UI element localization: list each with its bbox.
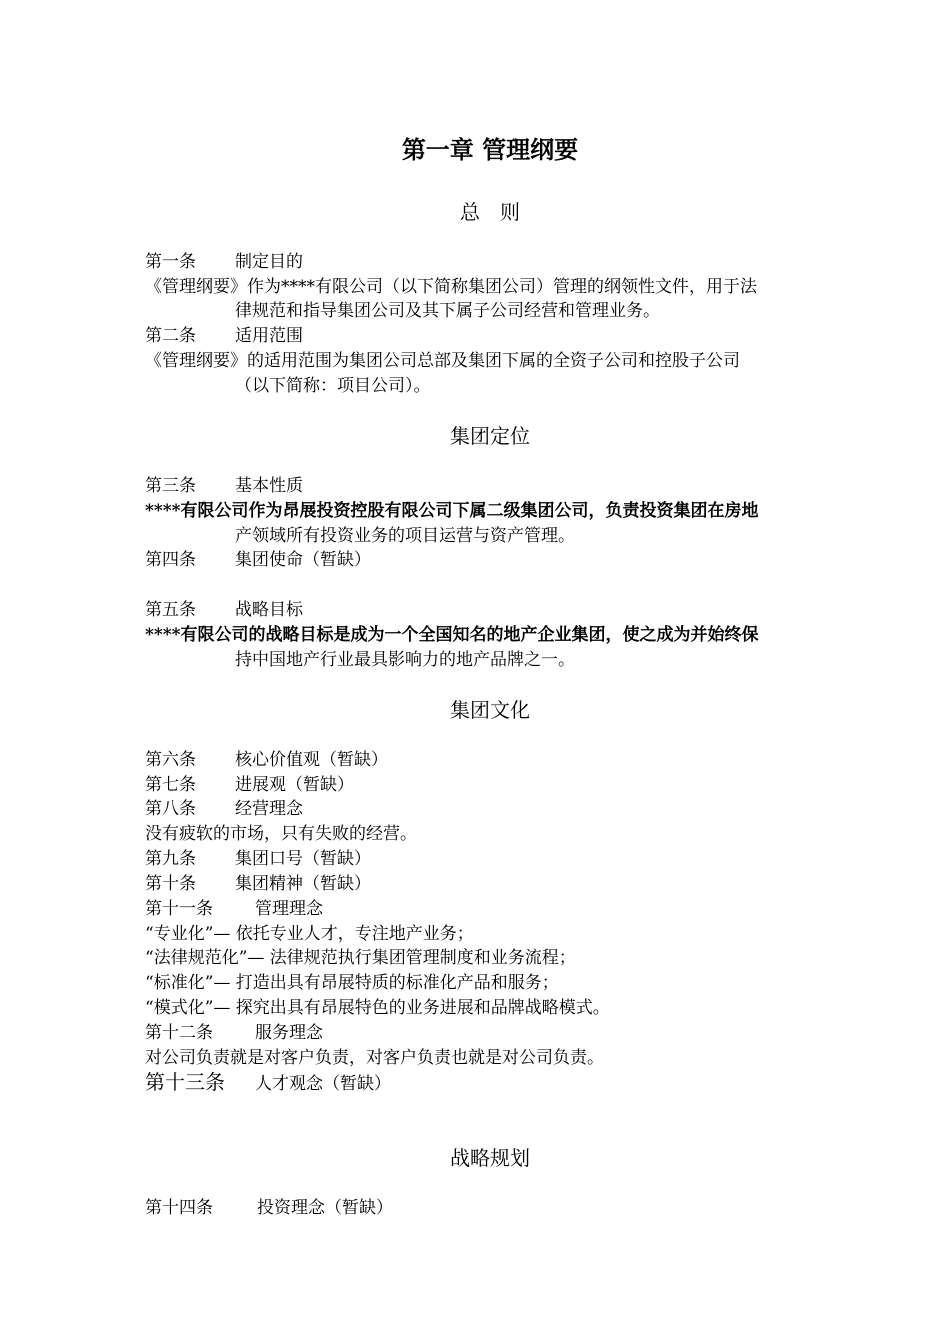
section-strategy: 战略规划 [450, 1146, 530, 1170]
article-3-body-line1: ****有限公司作为昂展投资控股有限公司下属二级集团公司，负责投资集团在房地 [145, 501, 759, 521]
article-3-body-line2: 产领域所有投资业务的项目运营与资产管理。 [235, 526, 575, 546]
article-title: 集团精神（暂缺） [235, 874, 371, 894]
article-14-heading [145, 1198, 393, 1218]
article-5-heading [145, 600, 303, 620]
article-title: 管理理念 [255, 899, 323, 919]
section-general: 总 则 [460, 200, 520, 224]
section-culture: 集团文化 [450, 698, 530, 722]
article-11-item-1: “专业化”— 依托专业人才，专注地产业务； [145, 924, 474, 944]
article-title: 投资理念（暂缺） [257, 1198, 393, 1218]
article-5-body-line1: ****有限公司的战略目标是成为一个全国知名的地产企业集团，使之成为并始终保 [145, 625, 759, 645]
article-12-body: 对公司负责就是对客户负责，对客户负责也就是对公司负责。 [145, 1048, 604, 1068]
article-8-body: 没有疲软的市场，只有失败的经营。 [145, 824, 417, 844]
chapter-title: 第一章 管理纲要 [401, 135, 579, 164]
article-6-heading [145, 750, 388, 770]
article-4-heading [145, 550, 371, 570]
article-title: 制定目的 [235, 252, 303, 272]
article-title: 人才观念（暂缺） [255, 1074, 391, 1094]
article-2-body-line2: （以下简称：项目公司）。 [235, 376, 431, 396]
article-title: 基本性质 [235, 476, 303, 496]
article-7-heading [145, 775, 354, 795]
article-9-heading [145, 849, 371, 869]
article-number: 第一条 [145, 252, 196, 272]
article-number: 第十二条 [145, 1023, 213, 1043]
article-number: 第八条 [145, 799, 196, 819]
article-number: 第十一条 [145, 899, 213, 919]
article-10-heading [145, 874, 371, 894]
article-number: 第七条 [145, 775, 196, 795]
section-positioning: 集团定位 [450, 424, 530, 448]
article-number: 第六条 [145, 750, 196, 770]
article-title: 集团使命（暂缺） [235, 550, 371, 570]
article-number: 第十三条 [145, 1070, 225, 1094]
article-number: 第十四条 [145, 1198, 213, 1218]
article-5-body-line2: 持中国地产行业最具影响力的地产品牌之一。 [235, 650, 575, 670]
article-12-heading [145, 1023, 323, 1043]
article-number: 第四条 [145, 550, 196, 570]
article-11-item-3: “标准化”— 打造出具有昂展特质的标准化产品和服务； [145, 973, 559, 993]
article-number: 第五条 [145, 600, 196, 620]
article-title: 核心价值观（暂缺） [235, 750, 388, 770]
article-title: 服务理念 [255, 1023, 323, 1043]
article-3-heading [145, 476, 303, 496]
article-1-body-line1: 《管理纲要》作为****有限公司（以下简称集团公司）管理的纲领性文件，用于法 [145, 277, 757, 297]
article-title: 集团口号（暂缺） [235, 849, 371, 869]
article-number: 第二条 [145, 326, 196, 346]
article-number: 第十条 [145, 874, 196, 894]
article-1-body-line2: 律规范和指导集团公司及其下属子公司经营和管理业务。 [235, 301, 660, 321]
article-number: 第九条 [145, 849, 196, 869]
article-13-heading [145, 1072, 391, 1094]
article-2-body-line1: 《管理纲要》的适用范围为集团公司总部及集团下属的全资子公司和控股子公司 [145, 351, 740, 371]
article-8-heading [145, 799, 303, 819]
article-title: 战略目标 [235, 600, 303, 620]
article-11-item-2: “法律规范化”— 法律规范执行集团管理制度和业务流程； [145, 948, 576, 968]
article-number: 第三条 [145, 476, 196, 496]
article-title: 进展观（暂缺） [235, 775, 354, 795]
article-11-heading [145, 899, 323, 919]
article-1-heading [145, 252, 303, 272]
article-title: 经营理念 [235, 799, 303, 819]
article-title: 适用范围 [235, 326, 303, 346]
article-11-item-4: “模式化”— 探究出具有昂展特色的业务进展和品牌战略模式。 [145, 998, 610, 1018]
article-2-heading [145, 326, 303, 346]
